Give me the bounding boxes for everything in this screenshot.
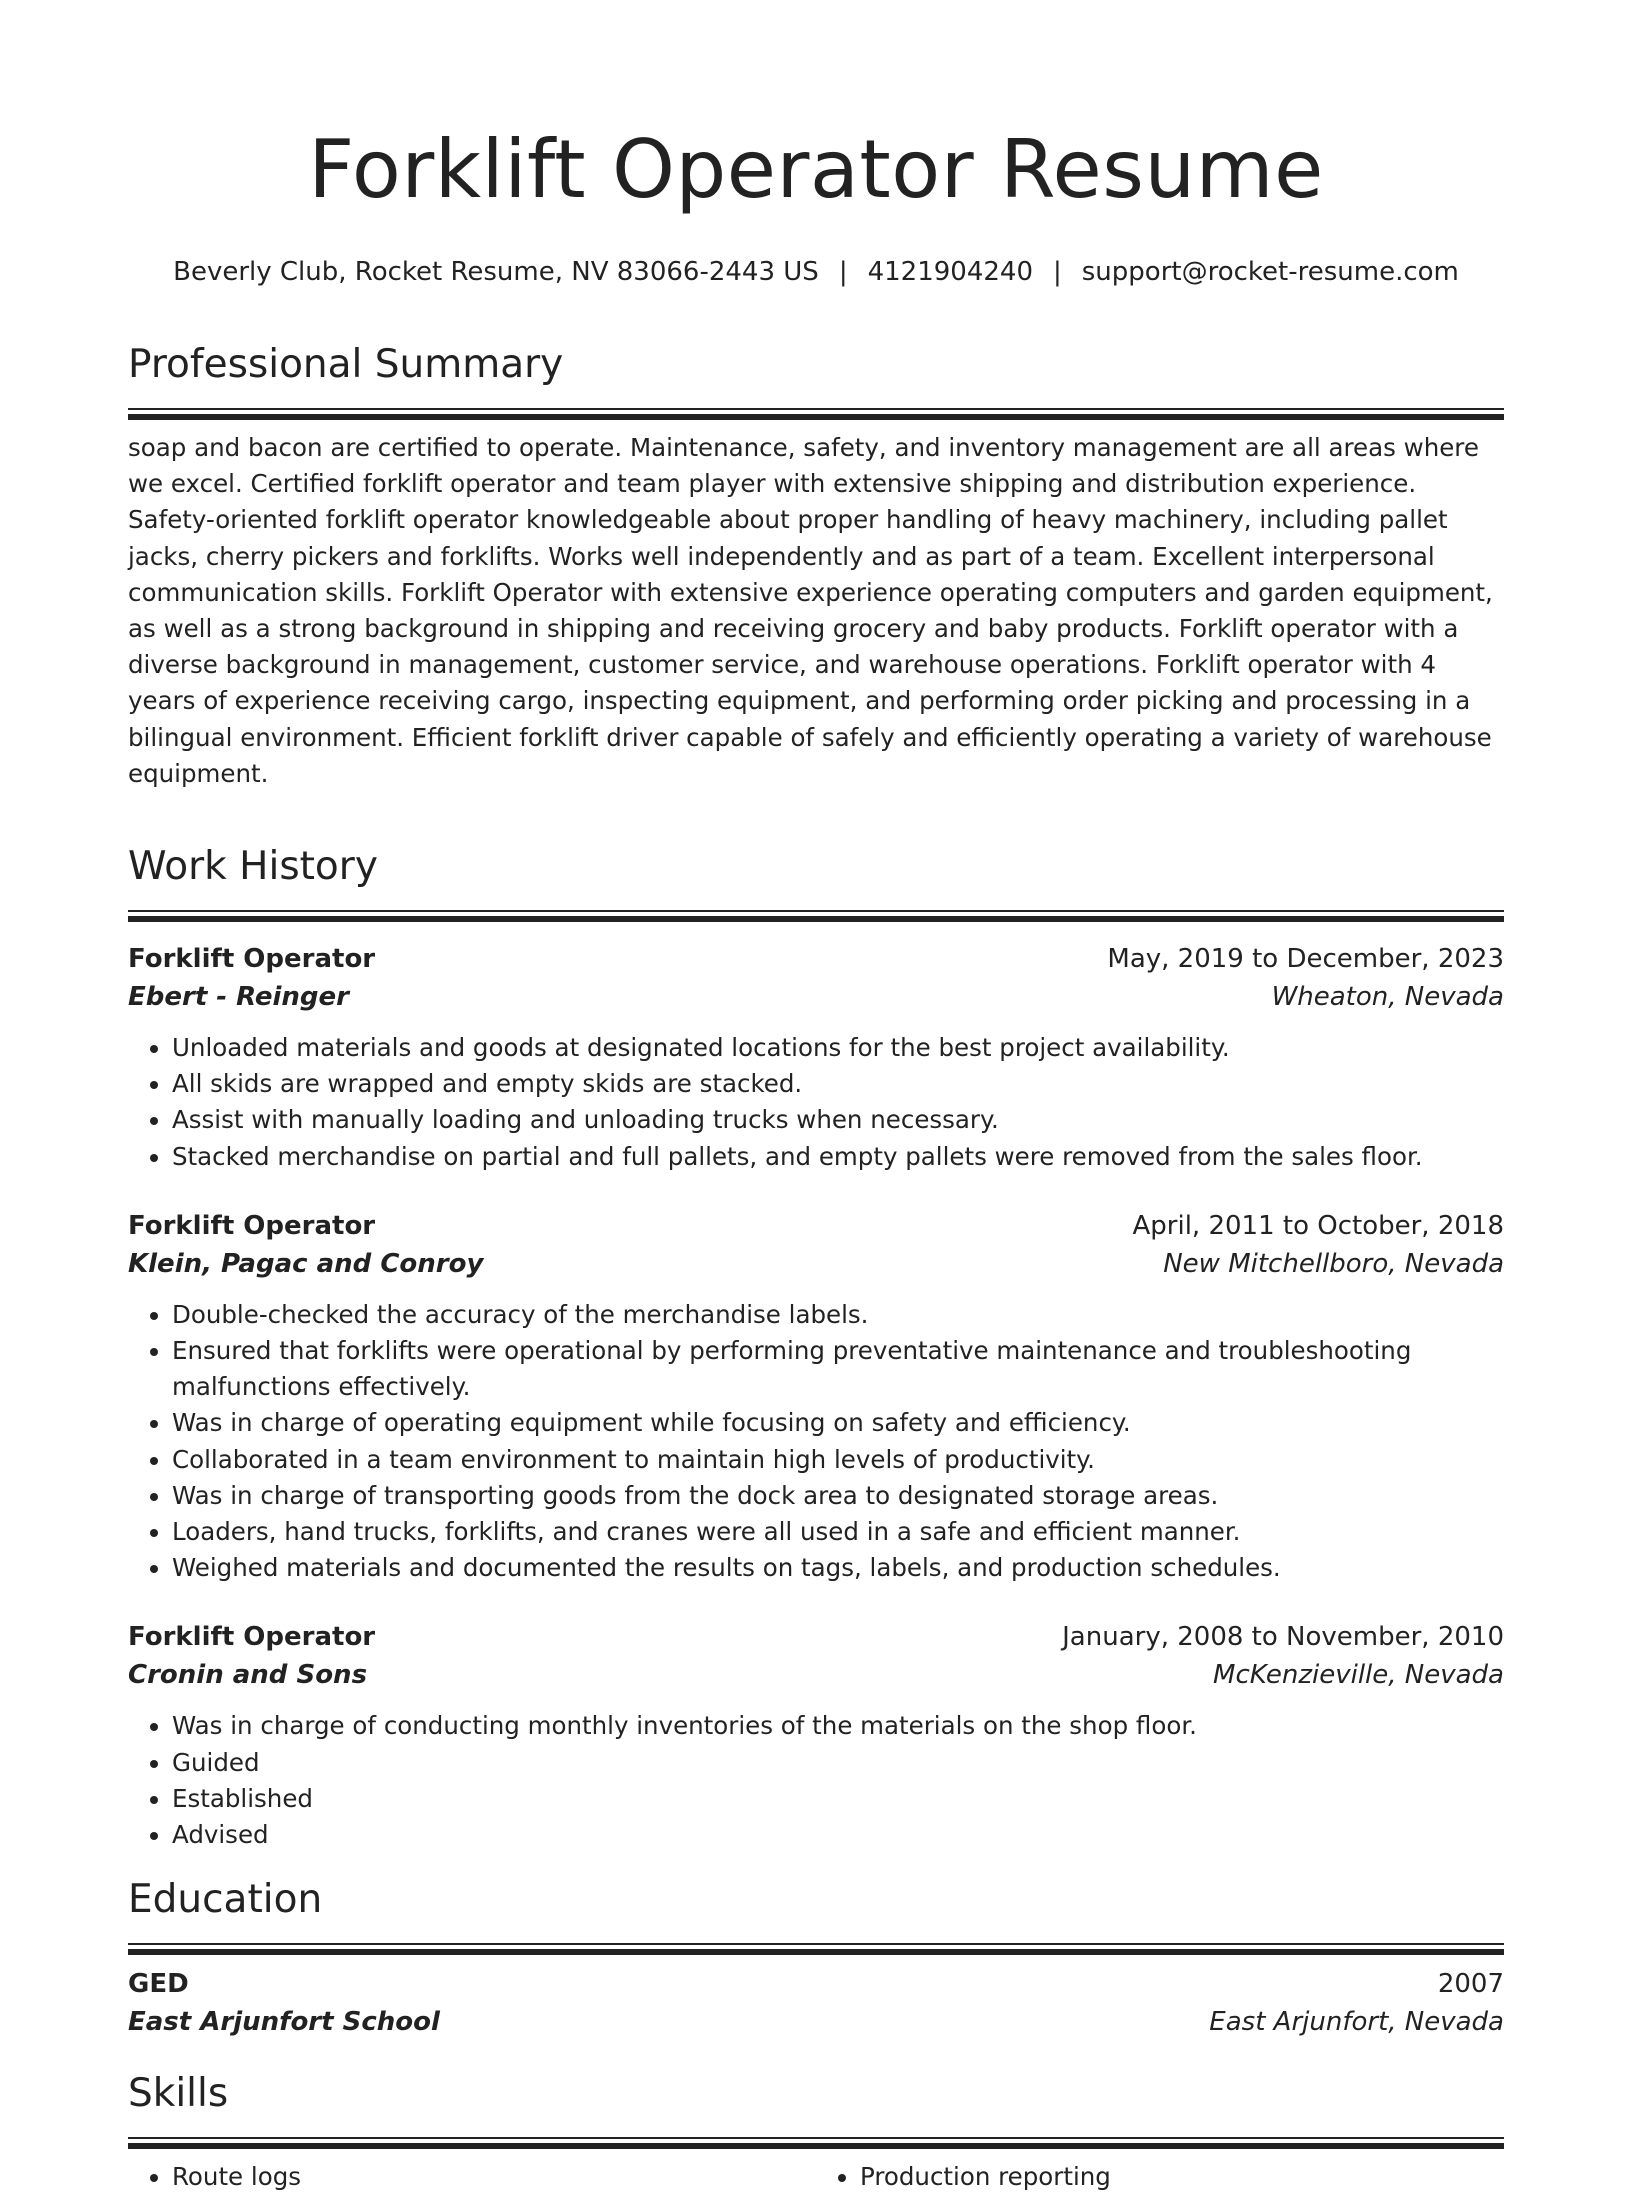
- job-bullet: • Advised: [172, 1817, 1504, 1853]
- summary-section-header: [128, 340, 1504, 416]
- job-bullet: • Stacked merchandise on partial and full pallets, and empty pallets were removed from the sales floor.: [172, 1139, 1504, 1175]
- education-section-header: [128, 1875, 1504, 1951]
- job-title: Forklift Operator: [128, 944, 376, 975]
- contact-address: Beverly Club, Rocket Resume, NV 83066-2443 US: [173, 257, 819, 287]
- education-degree: GED: [128, 1969, 189, 2000]
- skills-column-right: [816, 2159, 1504, 2195]
- section-divider: [128, 910, 1504, 918]
- section-title-education: Education: [128, 1877, 323, 1923]
- job-company: Ebert - Reinger: [128, 982, 349, 1013]
- work-section-header: [128, 842, 1504, 918]
- contact-line: [128, 254, 1504, 290]
- contact-separator: |: [1053, 257, 1062, 287]
- job-bullet: • Was in charge of transporting goods from the dock area to designated storage areas.: [172, 1478, 1504, 1514]
- contact-email: support@rocket-resume.com: [1081, 257, 1459, 287]
- skill-item: • Production reporting: [860, 2159, 1504, 2195]
- job-bullets: [128, 1030, 1504, 1175]
- job-title: Forklift Operator: [128, 1622, 376, 1653]
- contact-phone: 4121904240: [867, 257, 1033, 287]
- skills-section-header: [128, 2069, 1504, 2145]
- job-title: Forklift Operator: [128, 1210, 376, 1241]
- job-company: Klein, Pagac and Conroy: [128, 1248, 484, 1279]
- skills-column-left: [128, 2159, 816, 2195]
- job-bullet: • Guided: [172, 1745, 1504, 1781]
- job-entry: [128, 1618, 1504, 1853]
- job-location: McKenzieville, Nevada: [1213, 1660, 1504, 1691]
- job-bullet: • Unloaded materials and goods at designated locations for the best project availability.: [172, 1030, 1504, 1066]
- education-entry: [128, 1965, 1504, 2041]
- skills-list: [128, 2159, 1504, 2195]
- job-bullet: • All skids are wrapped and empty skids are stacked.: [172, 1066, 1504, 1102]
- job-dates: May, 2019 to December, 2023: [1107, 944, 1504, 975]
- job-bullets: [128, 1297, 1504, 1587]
- education-year: 2007: [1437, 1969, 1504, 2000]
- job-bullet: • Collaborated in a team environment to maintain high levels of productivity.: [172, 1442, 1504, 1478]
- section-divider: [128, 2137, 1504, 2145]
- job-company: Cronin and Sons: [128, 1660, 368, 1691]
- job-bullet: • Double-checked the accuracy of the merchandise labels.: [172, 1297, 1504, 1333]
- section-title-skills: Skills: [128, 2071, 229, 2117]
- job-entry: [128, 1207, 1504, 1587]
- job-bullet: • Loaders, hand trucks, forklifts, and cranes were all used in a safe and efficient manner.: [172, 1514, 1504, 1550]
- job-bullet: • Assist with manually loading and unloading trucks when necessary.: [172, 1102, 1504, 1138]
- education-school: East Arjunfort School: [128, 2007, 440, 2038]
- job-dates: April, 2011 to October, 2018: [1132, 1210, 1504, 1241]
- job-bullet: • Ensured that forklifts were operational by performing preventative maintenance and troubleshooting malfunctions effectively.: [172, 1333, 1504, 1405]
- job-bullet: • Established: [172, 1781, 1504, 1817]
- section-divider: [128, 1943, 1504, 1951]
- section-divider: [128, 408, 1504, 416]
- section-title-summary: Professional Summary: [128, 342, 564, 387]
- resume-title: Forklift Operator Resume: [308, 123, 1324, 216]
- education-location: East Arjunfort, Nevada: [1209, 2007, 1504, 2038]
- section-title-work: Work History: [128, 844, 378, 890]
- job-entry: [128, 940, 1504, 1175]
- job-bullets: [128, 1708, 1504, 1853]
- job-location: New Mitchellboro, Nevada: [1163, 1248, 1504, 1279]
- job-bullet: • Weighed materials and documented the results on tags, labels, and production schedules.: [172, 1550, 1504, 1586]
- job-location: Wheaton, Nevada: [1271, 982, 1504, 1013]
- job-dates: January, 2008 to November, 2010: [1062, 1622, 1504, 1653]
- summary-text: soap and bacon are certified to operate. Maintenance, safety, and inventory management are all areas where we excel. Certified forklift operator and team player with extensive shipping and distribution experience. Safety-oriented forklift operator knowledgeable about proper handling of heavy machinery, including pallet jacks, cherry pickers and forklifts. Works well independently and as part of a team. Excellent interpersonal communication skills. Forklift Operator with extensive experience operating computers and garden equipment, as well as a strong background in shipping and receiving grocery and baby products. Forklift operator with a diverse background in management, customer service, and warehouse operations. Forklift operator with 4 years of experience receiving cargo, inspecting equipment, and performing order picking and processing in a bilingual environment. Efficient forklift driver capable of safely and efficiently operating a variety of warehouse equipment.: [128, 433, 1493, 788]
- skill-item: • Route logs: [172, 2159, 816, 2195]
- job-bullet: • Was in charge of conducting monthly inventories of the materials on the shop floor.: [172, 1708, 1504, 1744]
- contact-separator: |: [838, 257, 848, 287]
- job-bullet: • Was in charge of operating equipment while focusing on safety and efficiency.: [172, 1405, 1504, 1441]
